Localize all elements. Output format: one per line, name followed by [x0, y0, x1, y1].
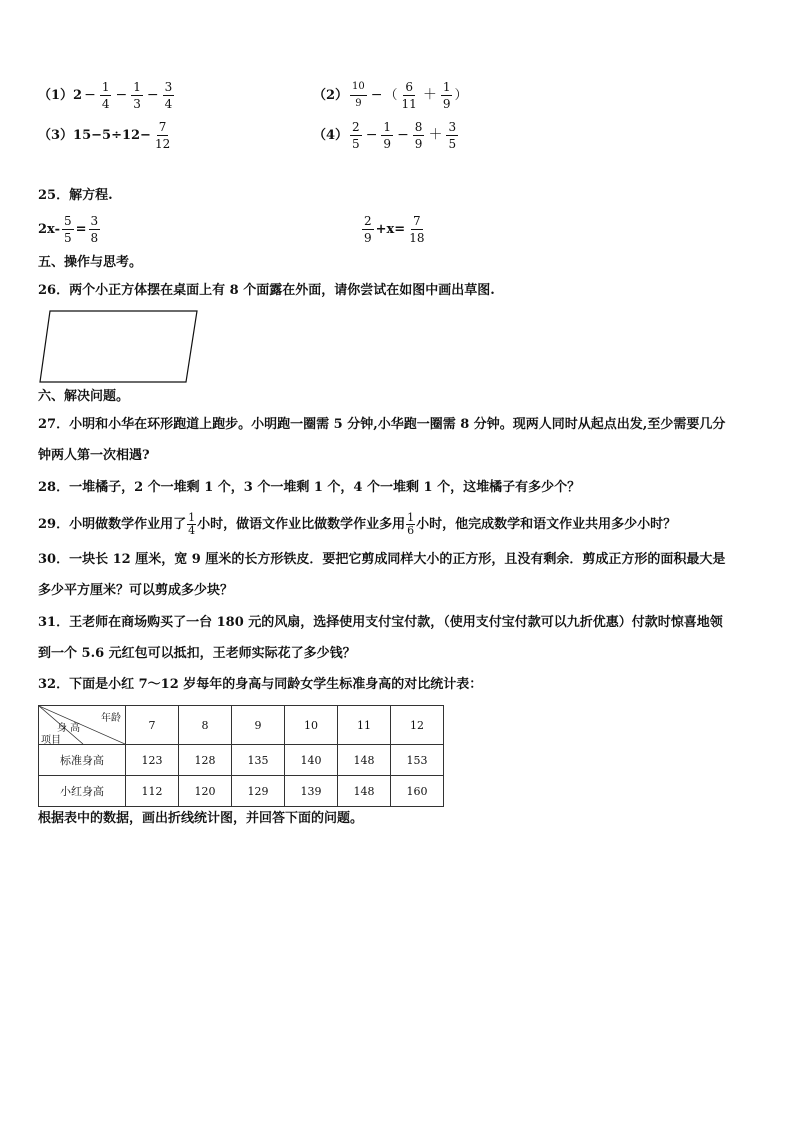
equation-2: [360, 214, 428, 245]
table-cell: 140: [285, 745, 338, 776]
fraction: [89, 214, 101, 245]
numerator: 1: [407, 511, 415, 524]
height-comparison-table: [38, 705, 444, 807]
question-30-line-2: 多少平方厘米？可以剪成多少块？: [38, 583, 234, 598]
age-header-cell: 12: [391, 706, 444, 745]
denominator: 9: [442, 97, 451, 111]
header-age-label: 年龄: [101, 713, 121, 724]
age-header-cell: 8: [179, 706, 232, 745]
table-cell: 139: [285, 776, 338, 807]
fraction: [100, 80, 112, 111]
question-29: [38, 512, 676, 537]
fraction: [406, 512, 415, 537]
row-label: 标准身高: [39, 745, 126, 776]
denominator: 9: [383, 137, 392, 151]
numerator: 1: [442, 80, 451, 94]
problem-label: （4）: [313, 128, 349, 143]
denominator: 9: [364, 231, 372, 245]
equation-middle: +x=: [375, 222, 406, 237]
operator: −: [84, 87, 96, 103]
question-29-part-b: 小时，做语文作业比做数学作业多用: [197, 517, 406, 532]
fraction: [163, 80, 175, 111]
question-27-line-2: 钟两人第一次相遇?: [38, 448, 150, 463]
numerator: 6: [405, 80, 413, 94]
header-height-label: 身 高: [57, 723, 81, 734]
denominator: 5: [352, 137, 360, 151]
fraction: [187, 512, 196, 537]
table-cell: 153: [391, 745, 444, 776]
equation-prefix: 2x-: [38, 222, 60, 237]
calc-problem-3: [38, 120, 174, 151]
problem-label: （1）: [38, 88, 74, 103]
equals-sign: =: [75, 222, 87, 237]
denominator: 5: [448, 137, 457, 151]
table-cell: 160: [391, 776, 444, 807]
denominator: 6: [407, 524, 415, 537]
table-cell: 129: [232, 776, 285, 807]
table-row: [39, 745, 444, 776]
denominator: 9: [355, 98, 362, 109]
section-5-heading: 五、操作与思考。: [38, 255, 143, 270]
parallelogram-figure: [38, 308, 200, 386]
denominator: 11: [401, 97, 417, 111]
fraction: [362, 214, 374, 245]
operator: ＋: [428, 127, 443, 143]
table-cell: 120: [179, 776, 232, 807]
denominator: 18: [409, 231, 425, 245]
numerator: 7: [158, 120, 167, 134]
numerator: 1: [101, 80, 110, 94]
fraction: [350, 80, 367, 111]
parallelogram-shape: [40, 311, 197, 382]
denominator: 4: [164, 97, 173, 111]
denominator: 9: [414, 137, 423, 151]
calc-problem-4: [313, 120, 460, 151]
row-label: 小红身高: [39, 776, 126, 807]
numerator: 7: [413, 214, 421, 228]
problem-label: （2）: [313, 88, 349, 103]
fraction: [407, 214, 426, 245]
denominator: 4: [101, 97, 110, 111]
expression: 15−5÷12−: [73, 128, 151, 143]
table-cell: 135: [232, 745, 285, 776]
fraction: [350, 120, 362, 151]
header-item-label: 项目: [41, 735, 61, 746]
question-28: 28．一堆橘子，2 个一堆剩 1 个，3 个一堆剩 1 个，4 个一堆剩 1 个，这堆橘子有多少个？: [38, 480, 581, 495]
question-27-line-1: 27．小明和小华在环形跑道上跑步。小明跑一圈需 5 分钟,小华跑一圈需 8 分钟。现两人同时从起点出发,至少需要几分: [38, 417, 726, 432]
age-header-cell: 9: [232, 706, 285, 745]
table-cell: 128: [179, 745, 232, 776]
operator: −: [115, 87, 128, 103]
question-31-line-1: 31．王老师在商场购买了一台 180 元的风扇，选择使用支付宝付款，（使用支付宝付款可以九折优惠）付款时惊喜地领: [38, 615, 723, 630]
numerator: 3: [90, 214, 99, 228]
fraction: [131, 80, 143, 111]
numerator: 1: [383, 120, 392, 134]
table-cell: 112: [126, 776, 179, 807]
question-31-line-2: 到一个 5.6 元红包可以抵扣，王老师实际花了多少钱？: [38, 646, 356, 661]
diagonal-header-cell: [39, 706, 126, 745]
operator: −: [370, 87, 383, 103]
fraction: [62, 214, 74, 245]
question-30-line-1: 30．一块长 12 厘米，宽 9 厘米的长方形铁皮．要把它剪成同样大小的正方形，且没有剩余．剪成正方形的面积最大是: [38, 552, 726, 567]
denominator: 3: [133, 97, 141, 111]
numerator: 10: [350, 80, 367, 96]
operator: −: [365, 127, 378, 143]
denominator: 12: [154, 137, 171, 151]
numerator: 8: [414, 120, 423, 134]
left-paren: （: [384, 88, 398, 103]
question-26: 26．两个小正方体摆在桌面上有 8 个面露在外面，请你尝试在如图中画出草图.: [38, 283, 495, 298]
question-32-footer: 根据表中的数据，画出折线统计图，并回答下面的问题。: [38, 811, 364, 826]
age-header-cell: 7: [126, 706, 179, 745]
age-header-cell: 10: [285, 706, 338, 745]
numerator: 5: [63, 214, 72, 228]
operator: ＋: [422, 87, 437, 103]
fraction: [381, 120, 393, 151]
calc-problem-1: [38, 80, 176, 111]
fraction: [413, 120, 425, 151]
table-cell: 148: [338, 776, 391, 807]
fraction: [400, 80, 419, 111]
denominator: 8: [90, 231, 99, 245]
numerator: 3: [448, 120, 457, 134]
fraction: [446, 120, 458, 151]
numerator: 2: [364, 214, 372, 228]
numerator: 1: [133, 80, 141, 94]
equation-1: [38, 214, 102, 245]
fraction: [153, 120, 172, 151]
table-cell: 148: [338, 745, 391, 776]
table-row: [39, 776, 444, 807]
table-cell: 123: [126, 745, 179, 776]
whole-number: 2: [73, 88, 83, 103]
age-header-cell: 11: [338, 706, 391, 745]
question-32-title: 32．下面是小红 7～12 岁每年的身高与同龄女学生标准身高的对比统计表：: [38, 677, 483, 692]
table-header-row: [39, 706, 444, 745]
operator: −: [146, 87, 159, 103]
numerator: 2: [352, 120, 360, 134]
operator: −: [397, 127, 409, 143]
numerator: 3: [164, 80, 173, 94]
denominator: 4: [188, 524, 196, 537]
question-25-title: 25．解方程.: [38, 188, 113, 203]
denominator: 5: [63, 231, 72, 245]
calc-problem-2: [313, 80, 467, 111]
right-paren: ）: [454, 88, 468, 103]
fraction: [441, 80, 453, 111]
question-29-part-c: 小时，他完成数学和语文作业共用多少小时？: [416, 517, 677, 532]
question-29-part-a: 29．小明做数学作业用了: [38, 517, 187, 532]
problem-label: （3）: [38, 128, 74, 143]
numerator: 1: [188, 511, 196, 524]
section-6-heading: 六、解决问题。: [38, 389, 130, 404]
